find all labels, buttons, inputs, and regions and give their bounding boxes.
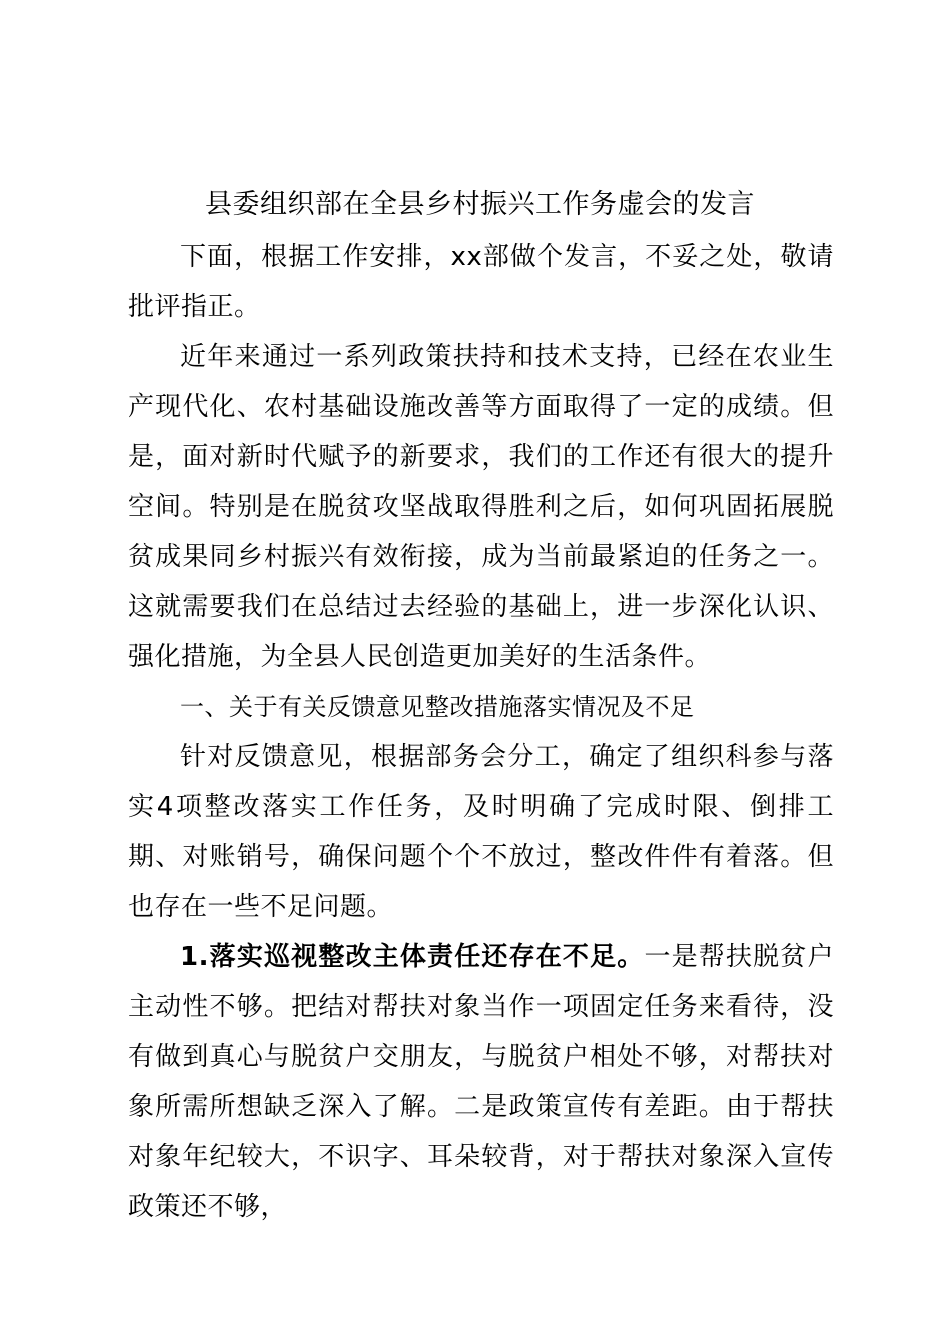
document-body xyxy=(128,232,834,1232)
paragraph-background: 近年来通过一系列政策扶持和技术支持，已经在农业生产现代化、农村基础设施改善等方面取得了一定的成绩。但是，面对新时代赋予的新要求，我们的工作还有很大的提升空间。特别是在脱贫攻坚战取得胜利之后，如何巩固拓展脱贫成果同乡村振兴有效衔接，成为当前最紧迫的任务之一。这就需要我们在总结过去经验的基础上，进一步深化认识、强化措施，为全县人民创造更加美好的生活条件。 xyxy=(128,342,834,672)
item-1-heading: 1.落实巡视整改主体责任还存在不足。 xyxy=(180,942,645,972)
paragraph-intro: 下面，根据工作安排，xx部做个发言，不妥之处，敬请批评指正。 xyxy=(128,242,834,322)
section-heading-1: 一、关于有关反馈意见整改措施落实情况及不足 xyxy=(180,693,695,721)
paragraph-rectification: 针对反馈意见，根据部务会分工，确定了组织科参与落实4项整改落实工作任务，及时明确了完成时限、倒排工期、对账销号，确保问题个个不放过，整改件件有着落。但也存在一些不足问题。 xyxy=(128,742,834,922)
item-1-text: 一是帮扶脱贫户主动性不够。把结对帮扶对象当作一项固定任务来看待，没有做到真心与脱贫户交朋友，与脱贫户相处不够，对帮扶对象所需所想缺乏深入了解。二是政策宣传有差距。由于帮扶对象年纪较大，不识字、耳朵较背，对于帮扶对象深入宣传政策还不够， xyxy=(128,942,834,1222)
paragraph-item-1 xyxy=(128,932,834,1232)
document-title: 县委组织部在全县乡村振兴工作务虚会的发言 xyxy=(205,189,755,220)
